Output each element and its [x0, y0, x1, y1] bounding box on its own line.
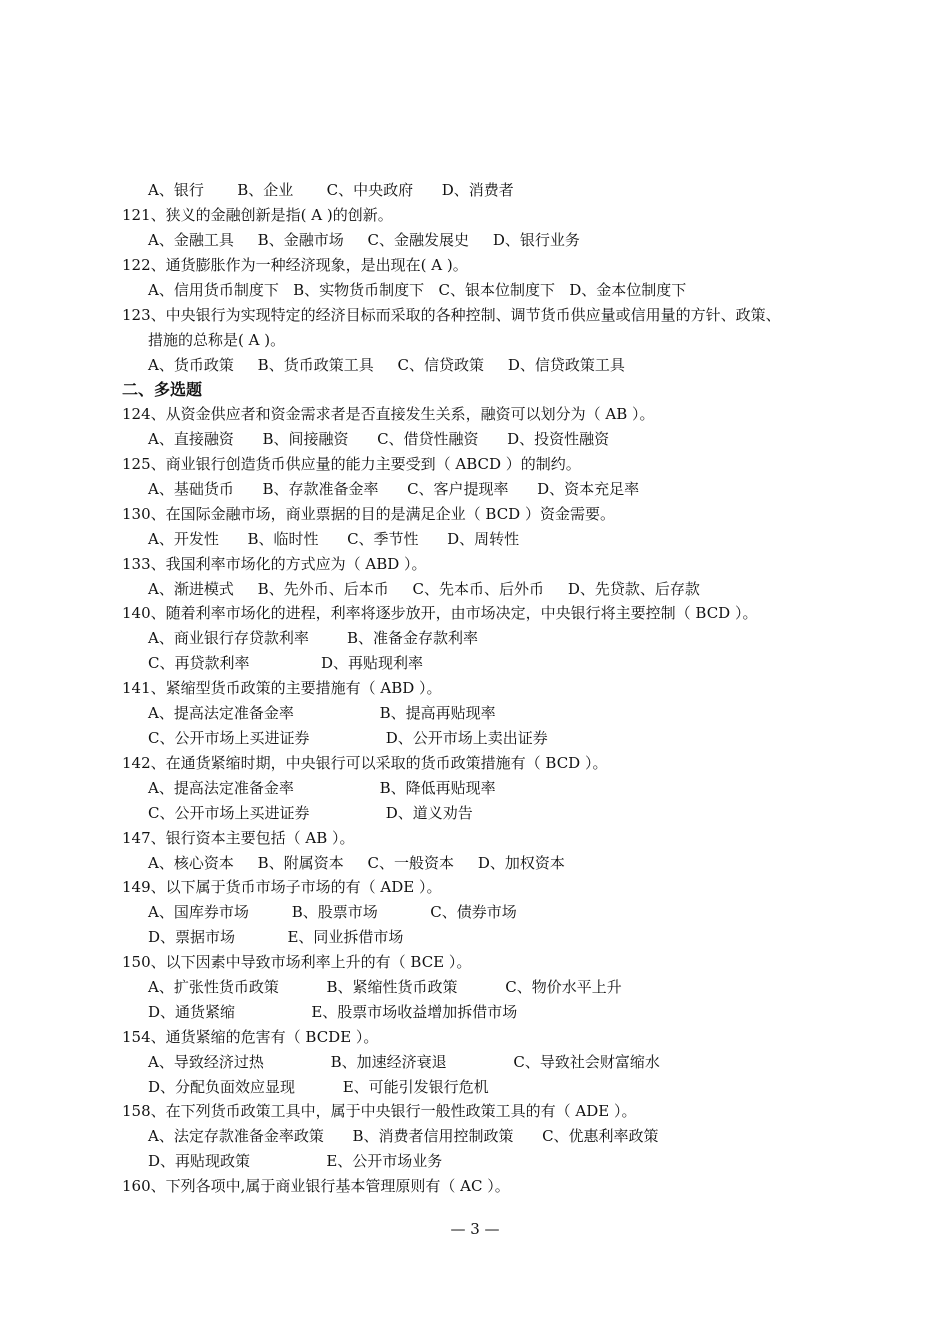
question-line: 149、以下属于货币市场子市场的有（ ADE ）。 [122, 878, 442, 896]
option-line: A、提高法定准备金率 B、提高再贴现率 [148, 704, 496, 722]
option-line: A、基础货币 B、存款准备金率 C、客户提现率 D、资本充足率 [148, 480, 640, 498]
option-line: A、直接融资 B、间接融资 C、借贷性融资 D、投资性融资 [148, 430, 610, 448]
question-line: 158、在下列货币政策工具中，属于中央银行一般性政策工具的有（ ADE ）。 [122, 1102, 637, 1120]
question-line: 142、在通货紧缩时期，中央银行可以采取的货币政策措施有（ BCD ）。 [122, 754, 608, 772]
question-line: 147、银行资本主要包括（ AB ）。 [122, 829, 355, 847]
question-line: 150、以下因素中导致市场利率上升的有（ BCE ）。 [122, 953, 472, 971]
option-line: A、国库券市场 B、股票市场 C、债券市场 [148, 903, 517, 921]
option-line: A、渐进模式 B、先外币、后本币 C、先本币、后外币 D、先贷款、后存款 [148, 580, 700, 598]
option-line: A、信用货币制度下 B、实物货币制度下 C、银本位制度下 D、金本位制度下 [148, 281, 687, 299]
option-line: A、导致经济过热 B、加速经济衰退 C、导致社会财富缩水 [148, 1053, 660, 1071]
option-line: A、提高法定准备金率 B、降低再贴现率 [148, 779, 496, 797]
section-heading: 二、多选题 [122, 380, 203, 399]
option-line: A、货币政策 B、货币政策工具 C、信贷政策 D、信贷政策工具 [148, 356, 625, 374]
option-line: D、通货紧缩 E、股票市场收益增加拆借市场 [148, 1003, 518, 1021]
option-line: A、商业银行存贷款利率 B、准备金存款利率 [148, 629, 479, 647]
question-line: 140、随着利率市场化的进程，利率将逐步放开，由市场决定，中央银行将主要控制（ BCD ）。 [122, 604, 758, 622]
page-number: — 3 — [450, 1220, 500, 1238]
question-line: 141、紧缩型货币政策的主要措施有（ ABD ）。 [122, 679, 442, 697]
option-line: D、分配负面效应显现 E、可能引发银行危机 [148, 1078, 489, 1096]
question-line: 133、我国利率市场化的方式应为（ ABD ）。 [122, 555, 427, 573]
question-line: 154、通货紧缩的危害有（ BCDE ）。 [122, 1028, 379, 1046]
question-line: 125、商业银行创造货币供应量的能力主要受到（ ABCD ）的制约。 [122, 455, 581, 473]
question-line: 122、通货膨胀作为一种经济现象，是出现在( A )。 [122, 256, 468, 274]
question-line: 121、狭义的金融创新是指( A )的创新。 [122, 206, 393, 224]
question-line: 160、下列各项中,属于商业银行基本管理原则有（ AC ）。 [122, 1177, 510, 1195]
option-line: A、法定存款准备金率政策 B、消费者信用控制政策 C、优惠利率政策 [148, 1127, 659, 1145]
question-continuation: 措施的总称是( A )。 [148, 331, 286, 349]
question-line: 123、中央银行为实现特定的经济目标而采取的各种控制、调节货币供应量或信用量的方针、政策、 [122, 306, 781, 324]
option-line: C、公开市场上买进证券 D、道义劝告 [148, 804, 473, 822]
option-line: C、再贷款利率 D、再贴现利率 [148, 654, 424, 672]
option-line: A、核心资本 B、附属资本 C、一般资本 D、加权资本 [148, 854, 565, 872]
question-line: 130、在国际金融市场，商业票据的目的是满足企业（ BCD ）资金需要。 [122, 505, 615, 523]
question-line: 124、从资金供应者和资金需求者是否直接发生关系，融资可以划分为（ AB ）。 [122, 405, 655, 423]
option-line: A、银行 B、企业 C、中央政府 D、消费者 [148, 181, 514, 199]
option-line: C、公开市场上买进证券 D、公开市场上卖出证券 [148, 729, 548, 747]
option-line: A、金融工具 B、金融市场 C、金融发展史 D、银行业务 [148, 231, 580, 249]
option-line: A、开发性 B、临时性 C、季节性 D、周转性 [148, 530, 520, 548]
option-line: D、票据市场 E、同业拆借市场 [148, 928, 404, 946]
option-line: D、再贴现政策 E、公开市场业务 [148, 1152, 443, 1170]
option-line: A、扩张性货币政策 B、紧缩性货币政策 C、物价水平上升 [148, 978, 622, 996]
